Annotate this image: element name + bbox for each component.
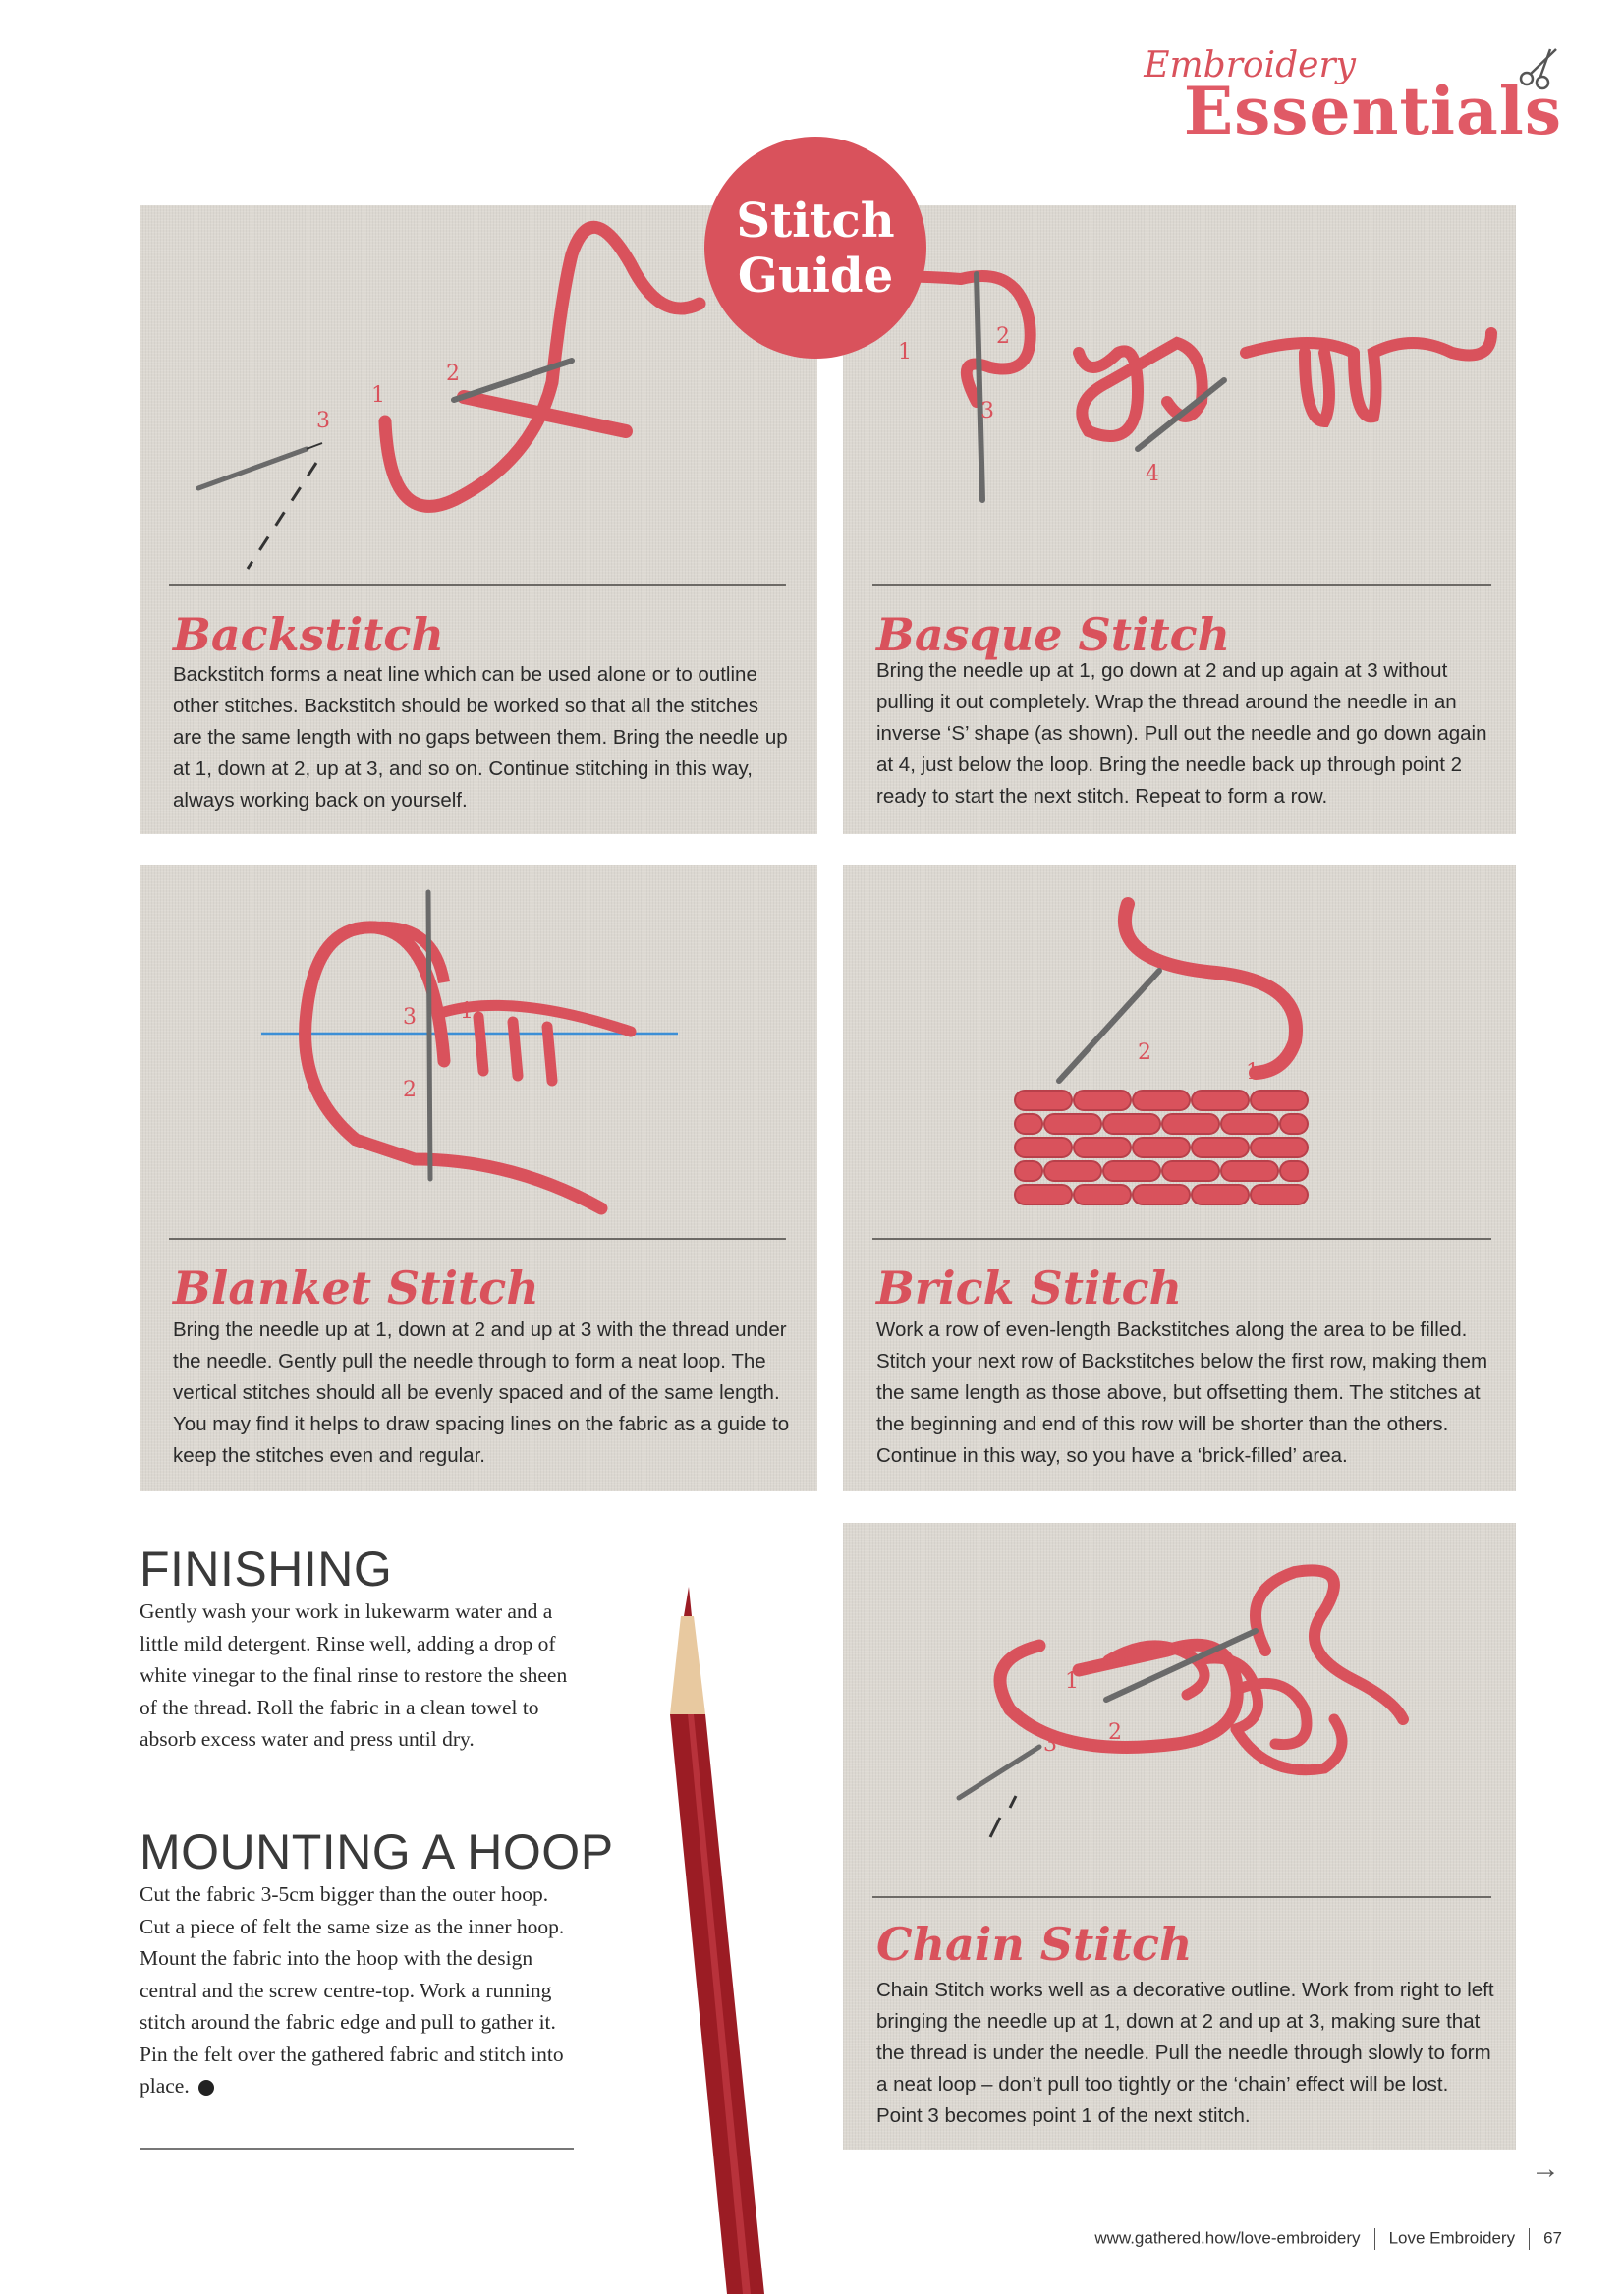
arrow-right-icon[interactable]: →	[1531, 2153, 1560, 2185]
brand-small-text: Embroidery	[1144, 45, 1356, 85]
blanket-num-2: 2	[403, 1078, 417, 1102]
backstitch-description: Backstitch forms a neat line which can be used alone or to outline other stitches. Backstitch should be worked so that all the stitches are the same length with no gaps between them. Bring the needle up at 1, down at 2, up at 3, and so on. Continue stitching in this way, always working back on yourself.	[173, 663, 788, 812]
chain-title: Chain Stitch	[876, 1918, 1193, 1971]
basque-panel	[843, 205, 1516, 834]
brick-num-2: 2	[1138, 1040, 1151, 1065]
mounting-divider	[140, 2148, 574, 2150]
blanket-num-1: 1	[460, 999, 474, 1024]
badge-line-2: Guide	[737, 249, 894, 304]
badge-line-1: Stitch	[736, 194, 895, 249]
brick-rows	[1015, 1091, 1308, 1204]
end-mark-icon	[198, 2080, 214, 2096]
backstitch-num-3: 3	[316, 409, 330, 433]
mounting-heading: MOUNTING A HOOP	[140, 1824, 614, 1879]
chain-description: Chain Stitch works well as a decorative outline. Work from right to left bringing the needle up at 1, down at 2 and up at 3, making sure that the thread is under the needle. Pull the needle through slowly to form a neat loop – don’t pull too tightly or the ‘chain’ effect will be lost. Point 3 becomes point 1 of the next stitch.	[876, 1979, 1494, 2127]
finishing-text: Gently wash your work in lukewarm water and a little mild detergent. Rinse well, adding a drop of white vinegar to the final rinse to restore the sheen of the thread. Roll the fabric in a clean towel to absorb excess water and press until dry.	[140, 1599, 568, 1751]
chain-divider	[872, 1896, 1491, 1898]
basque-num-1: 1	[898, 340, 912, 364]
blanket-title: Blanket Stitch	[173, 1261, 539, 1315]
brand-logo	[1144, 45, 1562, 153]
chain-num-2: 2	[1108, 1720, 1122, 1745]
backstitch-title: Backstitch	[173, 608, 444, 661]
basque-num-2: 2	[996, 324, 1010, 349]
blanket-panel	[140, 865, 817, 1491]
backstitch-divider	[169, 584, 786, 586]
basque-description: Bring the needle up at 1, go down at 2 and up again at 3 without pulling it out completely. Wrap the thread around the needle in an inverse ‘S’ shape (as shown). Pull out the needle and go down again at 4, just below the loop. Bring the needle back up through point 2 ready to start the next stitch. Repeat to form a row.	[876, 659, 1487, 808]
brand-title: Essentials	[1183, 73, 1562, 149]
chain-num-1: 1	[1065, 1669, 1079, 1694]
backstitch-num-2: 2	[446, 362, 460, 386]
brick-description: Work a row of even-length Backstitches along the area to be filled. Stitch your next row of Backstitches below the first row, making them the same length as those above, but offsetting them. The stitches at the beginning and end of this row will be shorter than the others. Continue in this way, so you have a ‘brick-filled’ area.	[876, 1318, 1488, 1467]
footer	[1094, 2228, 1562, 2250]
blanket-num-3: 3	[403, 1005, 417, 1030]
brick-panel	[843, 865, 1516, 1491]
backstitch-num-1: 1	[371, 383, 385, 408]
brick-title: Brick Stitch	[876, 1261, 1183, 1315]
basque-title: Basque Stitch	[876, 608, 1231, 661]
basque-divider	[872, 584, 1491, 586]
footer-url[interactable]: www.gathered.how/love-embroidery	[1094, 2228, 1361, 2248]
blanket-description: Bring the needle up at 1, down at 2 and up at 3 with the thread under the needle. Gently pull the needle through to form a neat loop. The vertical stitches should all be evenly spaced and of the same length. You may find it helps to draw spacing lines on the fabric as a guide to keep the stitches even and regular.	[173, 1318, 790, 1467]
brick-num-1: 1	[1246, 1060, 1259, 1085]
chain-panel	[843, 1523, 1516, 2150]
footer-separator	[1374, 2228, 1375, 2250]
pencil-icon	[648, 1587, 786, 2294]
basque-num-4: 4	[1146, 462, 1159, 486]
scissors-icon	[1517, 45, 1562, 90]
mounting-text	[140, 1878, 582, 2102]
page-number: 67	[1543, 2228, 1562, 2248]
mounting-text-body: Cut the fabric 3-5cm bigger than the outer hoop. Cut a piece of felt the same size as the inner hoop. Mount the fabric into the hoop with the design central and the screw centre-top. Work a running stitch around the fabric edge and pull to gather it. Pin the felt over the gathered fabric and stitch into place.	[140, 1882, 565, 2098]
basque-num-3: 3	[980, 399, 994, 423]
finishing-heading: FINISHING	[140, 1541, 393, 1596]
blanket-divider	[169, 1238, 786, 1240]
stitch-guide-badge	[704, 137, 926, 359]
brick-divider	[872, 1238, 1491, 1240]
footer-separator	[1529, 2228, 1530, 2250]
chain-num-3: 3	[1043, 1732, 1057, 1757]
footer-magazine: Love Embroidery	[1388, 2228, 1516, 2248]
